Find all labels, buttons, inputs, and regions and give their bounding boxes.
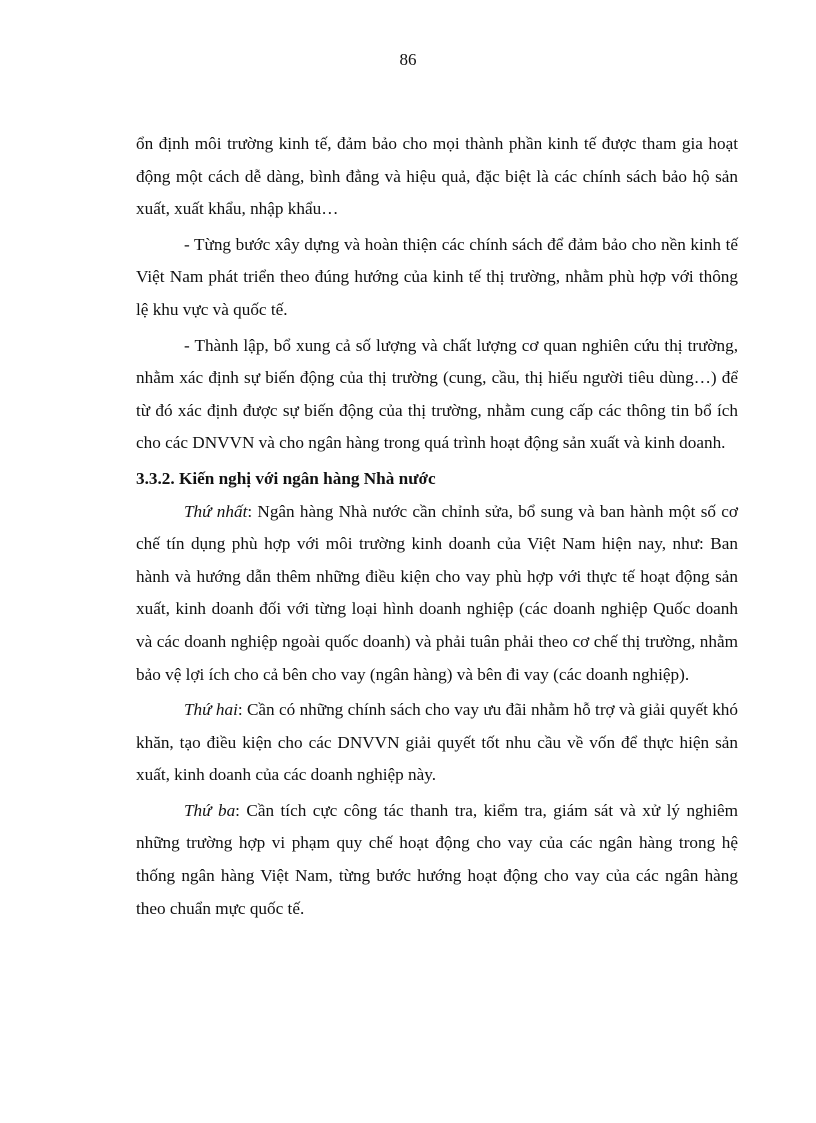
- item-second-lead: Thứ hai: [184, 700, 238, 720]
- paragraph-item-third: [136, 795, 738, 925]
- paragraph-continuation: ổn định môi trường kinh tế, đảm bảo cho mọi thành phần kinh tế được tham gia hoạt động một cách dễ dàng, bình đẳng và hiệu quả, đặc biệt là các chính sách bảo hộ sản xuất, xuất khẩu, nhập khẩu…: [136, 134, 738, 219]
- page-content: [136, 128, 738, 925]
- paragraph-item-second: [136, 694, 738, 792]
- paragraph-market-research: - Thành lập, bổ xung cả số lượng và chất lượng cơ quan nghiên cứu thị trường, nhằm xác định sự biến động của thị trường (cung, cầu, thị hiếu người tiêu dùng…) để từ đó xác định được sự biến động của thị trường, nhằm cung cấp các thông tin bổ ích cho các DNVVN và cho ngân hàng trong quá trình hoạt động sản xuất và kinh doanh.: [136, 335, 738, 453]
- section-heading: 3.3.2. Kiến nghị với ngân hàng Nhà nước: [136, 468, 436, 488]
- item-second-text: : Cần có những chính sách cho vay ưu đãi nhằm hỗ trợ và giải quyết khó khăn, tạo điều kiện cho các DNVVN giải quyết tốt nhu cầu về vốn để thực hiện sản xuất, kinh doanh của các doanh nghiệp này.: [136, 700, 738, 785]
- item-third-lead: Thứ ba: [184, 800, 236, 820]
- item-first-lead: Thứ nhất: [184, 501, 248, 521]
- item-third-text: : Cần tích cực công tác thanh tra, kiểm tra, giám sát và xử lý nghiêm những trường hợp vi phạm quy chế hoạt động cho vay của các ngân hàng trong hệ thống ngân hàng Việt Nam, từng bước hướng hoạt động cho vay của các ngân hàng theo chuẩn mực quốc tế.: [136, 800, 739, 918]
- paragraph-policy-improvement: - Từng bước xây dựng và hoàn thiện các chính sách để đảm bảo cho nền kinh tế Việt Nam phát triển theo đúng hướng của kinh tế thị trường, nhằm phù hợp với thông lệ khu vực và quốc tế.: [136, 234, 738, 319]
- page-number: 86: [399, 50, 417, 69]
- item-first-text: : Ngân hàng Nhà nước cần chỉnh sửa, bổ sung và ban hành một số cơ chế tín dụng phù hợp với môi trường kinh doanh của Việt Nam hiện nay, như: Ban hành và hướng dẫn thêm những điều kiện cho vay phù hợp với thực tế hoạt động sản xuất, kinh doanh đối với từng loại hình doanh nghiệp (các doanh nghiệp Quốc doanh và các doanh nghiệp ngoài quốc doanh) và phải tuân phải theo cơ chế thị trường, nhằm bảo vệ lợi ích cho cả bên cho vay (ngân hàng) và bên đi vay (các doanh nghiệp).: [136, 501, 738, 684]
- paragraph-item-first: [136, 496, 738, 692]
